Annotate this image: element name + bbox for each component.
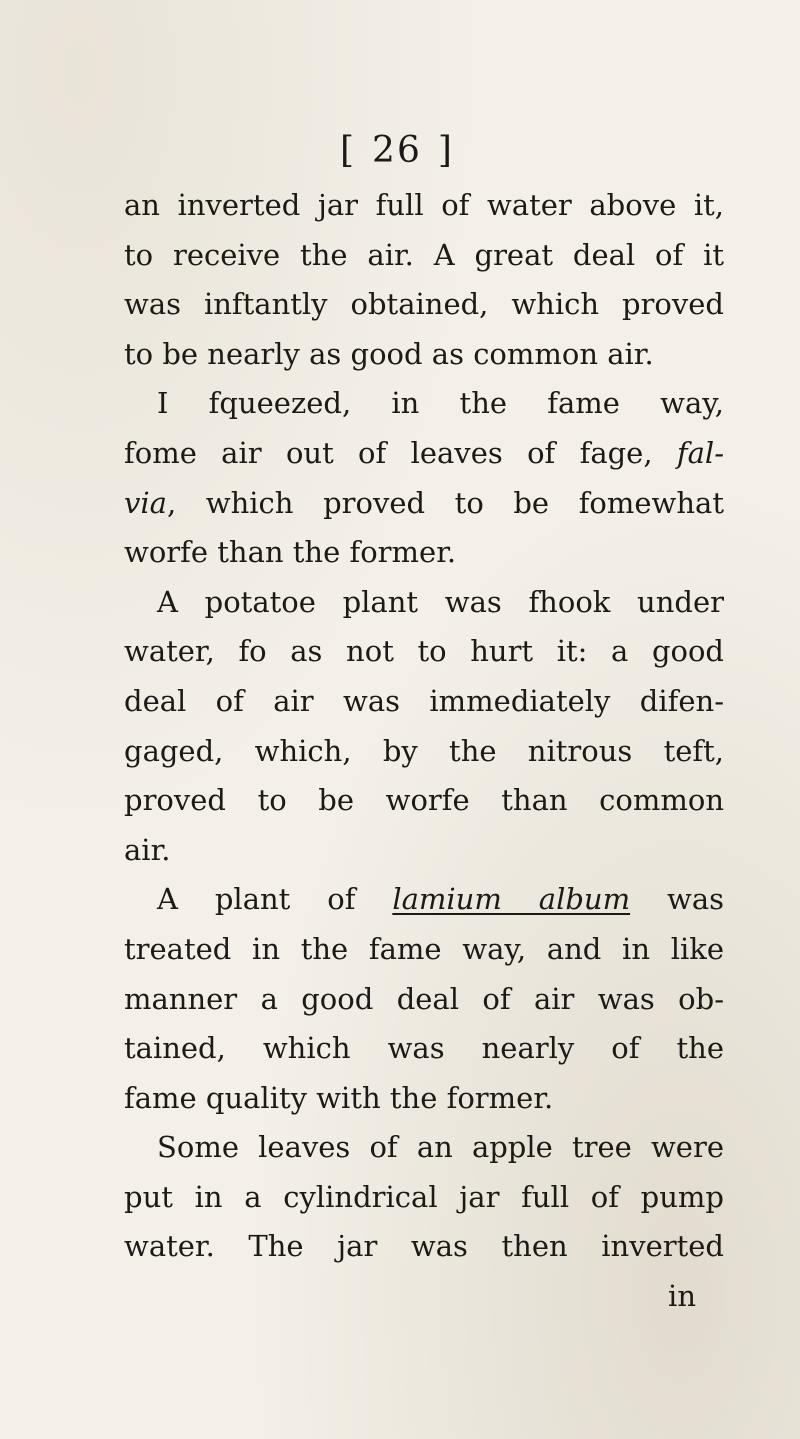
text-line: gaged, which, by the nitrous teft, [124, 733, 724, 768]
catchword: in [668, 1279, 696, 1314]
body-text [124, 181, 724, 1322]
italic-term: fal- [676, 435, 724, 470]
text-line: I fqueezed, in the fame way, [157, 386, 724, 421]
italic-term: via [124, 485, 167, 520]
left-bracket: [ [340, 130, 357, 171]
text-line: worfe than the former. [124, 535, 457, 570]
text-line: Some leaves of an apple tree were [157, 1130, 724, 1165]
italic-term: lamium album [392, 882, 631, 917]
right-bracket: ] [437, 130, 454, 171]
page-number: 26 [372, 130, 422, 171]
text-line: A potatoe plant was fhook under [157, 584, 724, 619]
text-line: to receive the air. A great deal of it [124, 237, 724, 272]
text-line: was inftantly obtained, which proved [124, 287, 724, 322]
text-line: A plant of lamium album was [157, 882, 725, 917]
text-line: treated in the fame way, and in like [124, 931, 724, 966]
text-line: an inverted jar full of water above it, [124, 188, 724, 222]
page-header [340, 130, 560, 171]
text-line: deal of air was immediately difen- [124, 683, 724, 718]
text-line: via, which proved to be fomewhat [124, 485, 724, 520]
text-line: proved to be worfe than common [124, 783, 724, 818]
text-line: to be nearly as good as common air. [124, 336, 654, 371]
text-line: manner a good deal of air was ob- [124, 981, 724, 1016]
text-line: water, fo as not to hurt it: a good [124, 634, 724, 669]
text-line: fome air out of leaves of fage, fal- [124, 435, 724, 470]
text-line: water. The jar was then inverted [124, 1229, 724, 1264]
text-line: tained, which was nearly of the [124, 1031, 724, 1066]
text-line: fame quality with the former. [124, 1080, 554, 1115]
text-line: put in a cylindrical jar full of pump [124, 1179, 724, 1214]
text-line: air. [124, 832, 171, 867]
